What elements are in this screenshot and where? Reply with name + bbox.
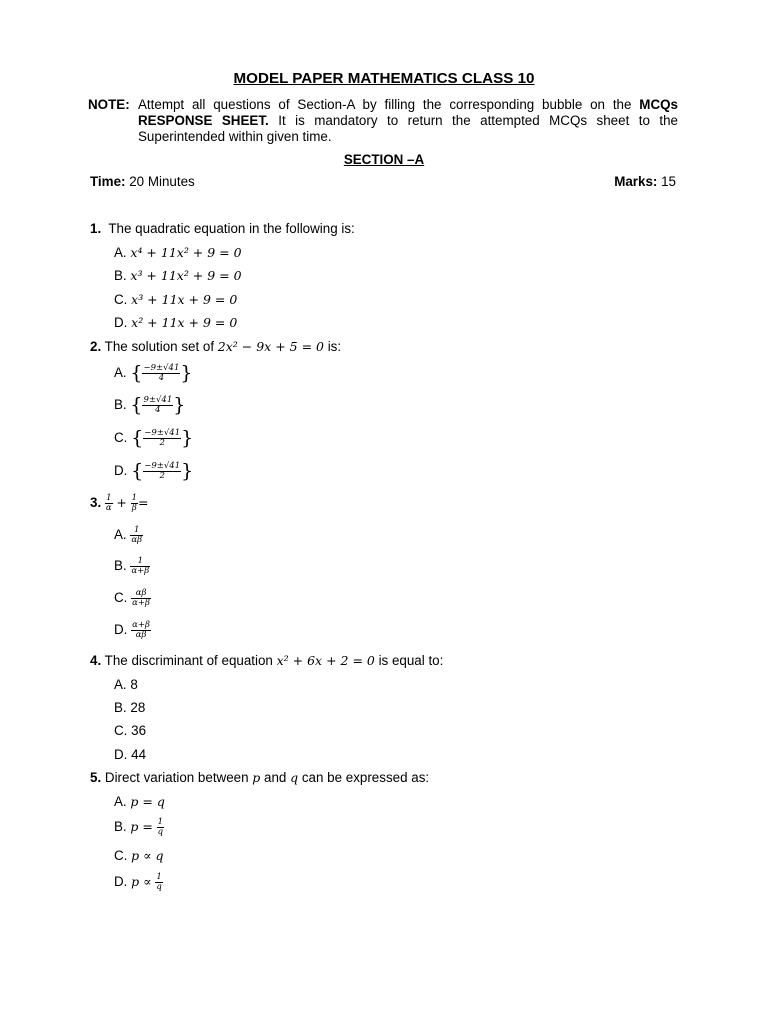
option-letter: C. <box>114 848 128 863</box>
right-brace: } <box>180 362 193 384</box>
option-expression: x³ + 11x² + 9 = 0 <box>130 268 242 283</box>
q5-option-c <box>114 848 164 863</box>
question-text-after: is equal to: <box>374 653 444 668</box>
q2-option-d <box>114 462 193 481</box>
denominator: 2 <box>159 438 165 448</box>
question-text-before: Direct variation between <box>104 770 253 785</box>
q2-option-a <box>114 364 192 383</box>
left-brace: { <box>131 460 144 482</box>
numerator: αβ <box>131 589 151 599</box>
q5-option-b <box>114 818 164 837</box>
q4-option-b <box>114 700 145 715</box>
right-brace: } <box>181 427 194 449</box>
q5-option-d <box>114 873 163 892</box>
time-value: 20 Minutes <box>129 174 195 189</box>
question-text-before: The solution set of <box>104 339 218 354</box>
numerator: 1 <box>156 872 162 882</box>
left-brace: { <box>130 394 143 416</box>
fraction <box>143 429 181 448</box>
denominator: αβ <box>131 535 143 545</box>
question-text-after: is: <box>323 339 342 354</box>
option-letter: A. <box>114 794 127 809</box>
fraction <box>131 621 151 640</box>
numerator: 1 <box>131 493 138 503</box>
fraction <box>155 873 162 892</box>
fraction <box>130 557 150 576</box>
numerator: 1 <box>157 817 164 827</box>
stem-fraction-1 <box>105 494 113 513</box>
option-letter: D. <box>114 874 128 890</box>
denominator: 2 <box>159 471 165 481</box>
option-value: 36 <box>131 723 147 738</box>
q4-option-a <box>114 677 138 692</box>
numerator: −9±√41 <box>144 428 181 438</box>
note-text-after: It is mandatory to return the attempted MCQs sheet to the Superintended within given time. <box>138 113 679 144</box>
q3-option-c <box>114 589 151 608</box>
option-expression: x³ + 11x + 9 = 0 <box>131 292 238 307</box>
q1-option-a <box>114 245 242 260</box>
option-letter: A. <box>114 527 127 543</box>
marks-value: 15 <box>661 174 676 189</box>
option-letter: C. <box>114 430 128 446</box>
option-letter: C. <box>114 292 128 307</box>
option-letter: B. <box>114 700 127 715</box>
denominator: 4 <box>158 373 165 383</box>
left-brace: { <box>131 427 144 449</box>
question-3 <box>90 494 149 513</box>
right-brace: } <box>173 394 186 416</box>
option-letter: D. <box>114 622 128 638</box>
option-expression: p = q <box>130 794 165 809</box>
question-text-before: The discriminant of equation <box>104 653 277 668</box>
stem-fraction-2 <box>131 494 138 513</box>
option-letter: B. <box>114 397 127 413</box>
question-number: 4. <box>90 653 102 668</box>
q4-option-c <box>114 723 146 738</box>
denominator: q <box>157 827 164 837</box>
numerator: −9±√41 <box>143 363 180 373</box>
question-2 <box>90 339 341 354</box>
numerator: 9±√41 <box>143 395 173 405</box>
question-number: 3. <box>90 495 102 511</box>
question-1 <box>90 221 355 236</box>
option-letter: B. <box>114 558 127 574</box>
note-text-before: Attempt all questions of Section-A by filling the corresponding bubble on the <box>138 97 640 112</box>
option-expression: x⁴ + 11x² + 9 = 0 <box>130 245 242 260</box>
marks-info <box>614 174 676 189</box>
time-info <box>90 174 195 189</box>
question-number: 5. <box>90 770 102 785</box>
option-value: 28 <box>130 700 146 715</box>
q3-option-d <box>114 621 151 640</box>
q3-option-a <box>114 526 143 545</box>
fraction <box>130 526 143 545</box>
note-bold-text: MCQs RESPONSE SHEET. <box>138 97 678 128</box>
q4-option-d <box>114 747 146 762</box>
fraction <box>157 818 164 837</box>
option-letter: A. <box>114 677 127 692</box>
variable-p: p <box>252 770 261 785</box>
denominator: β <box>131 503 137 513</box>
q2-option-b <box>114 396 185 415</box>
question-text-after: can be expressed as: <box>298 770 430 785</box>
plus-sign: + <box>116 495 127 511</box>
option-expression: p ∝ q <box>131 848 164 863</box>
right-brace: } <box>181 460 194 482</box>
time-label: Time: <box>90 174 126 189</box>
question-number: 2. <box>90 339 102 354</box>
left-brace: { <box>130 362 143 384</box>
fraction <box>142 396 173 415</box>
option-letter: C. <box>114 723 128 738</box>
denominator: αβ <box>135 630 147 640</box>
denominator: 4 <box>155 405 161 415</box>
option-letter: A. <box>114 365 127 381</box>
numerator: 1 <box>130 557 150 567</box>
question-expression: 2x² − 9x + 5 = 0 <box>217 339 324 354</box>
q1-option-d <box>114 315 237 330</box>
marks-label: Marks: <box>614 174 658 189</box>
note-text <box>138 97 678 145</box>
numerator: −9±√41 <box>144 461 181 471</box>
option-value: 44 <box>131 747 147 762</box>
equals-sign: = <box>138 495 149 511</box>
numerator: 1 <box>130 526 143 536</box>
fraction <box>131 589 151 608</box>
note-label: NOTE: <box>88 97 130 112</box>
paper-title: MODEL PAPER MATHEMATICS CLASS 10 <box>233 70 535 87</box>
option-letter: D. <box>114 315 128 330</box>
option-lhs: p = <box>130 819 153 835</box>
option-value: 8 <box>130 677 138 692</box>
question-5 <box>90 770 429 785</box>
fraction <box>142 364 180 383</box>
option-letter: B. <box>114 268 127 283</box>
q3-option-b <box>114 557 150 576</box>
q5-option-a <box>114 794 165 809</box>
option-letter: D. <box>114 747 128 762</box>
option-letter: C. <box>114 590 128 606</box>
option-lhs: p ∝ <box>131 874 152 890</box>
numerator: 1 <box>106 493 112 503</box>
denominator: α+β <box>131 566 150 576</box>
fraction <box>143 462 181 481</box>
question-text: The quadratic equation in the following is: <box>108 221 355 236</box>
question-number: 1. <box>90 221 102 236</box>
option-letter: D. <box>114 463 128 479</box>
question-expression: x² + 6x + 2 = 0 <box>276 653 375 668</box>
option-letter: B. <box>114 819 127 835</box>
q1-option-c <box>114 292 237 307</box>
denominator: α+β <box>132 598 150 608</box>
option-letter: A. <box>114 245 127 260</box>
option-expression: x² + 11x + 9 = 0 <box>131 315 238 330</box>
question-4 <box>90 653 443 668</box>
q1-option-b <box>114 268 242 283</box>
question-text-mid: and <box>260 770 291 785</box>
q2-option-c <box>114 429 193 448</box>
denominator: q <box>156 882 162 892</box>
numerator: α+β <box>132 620 150 630</box>
variable-q: q <box>290 770 299 785</box>
denominator: α <box>105 503 112 513</box>
section-heading: SECTION –A <box>343 152 425 167</box>
